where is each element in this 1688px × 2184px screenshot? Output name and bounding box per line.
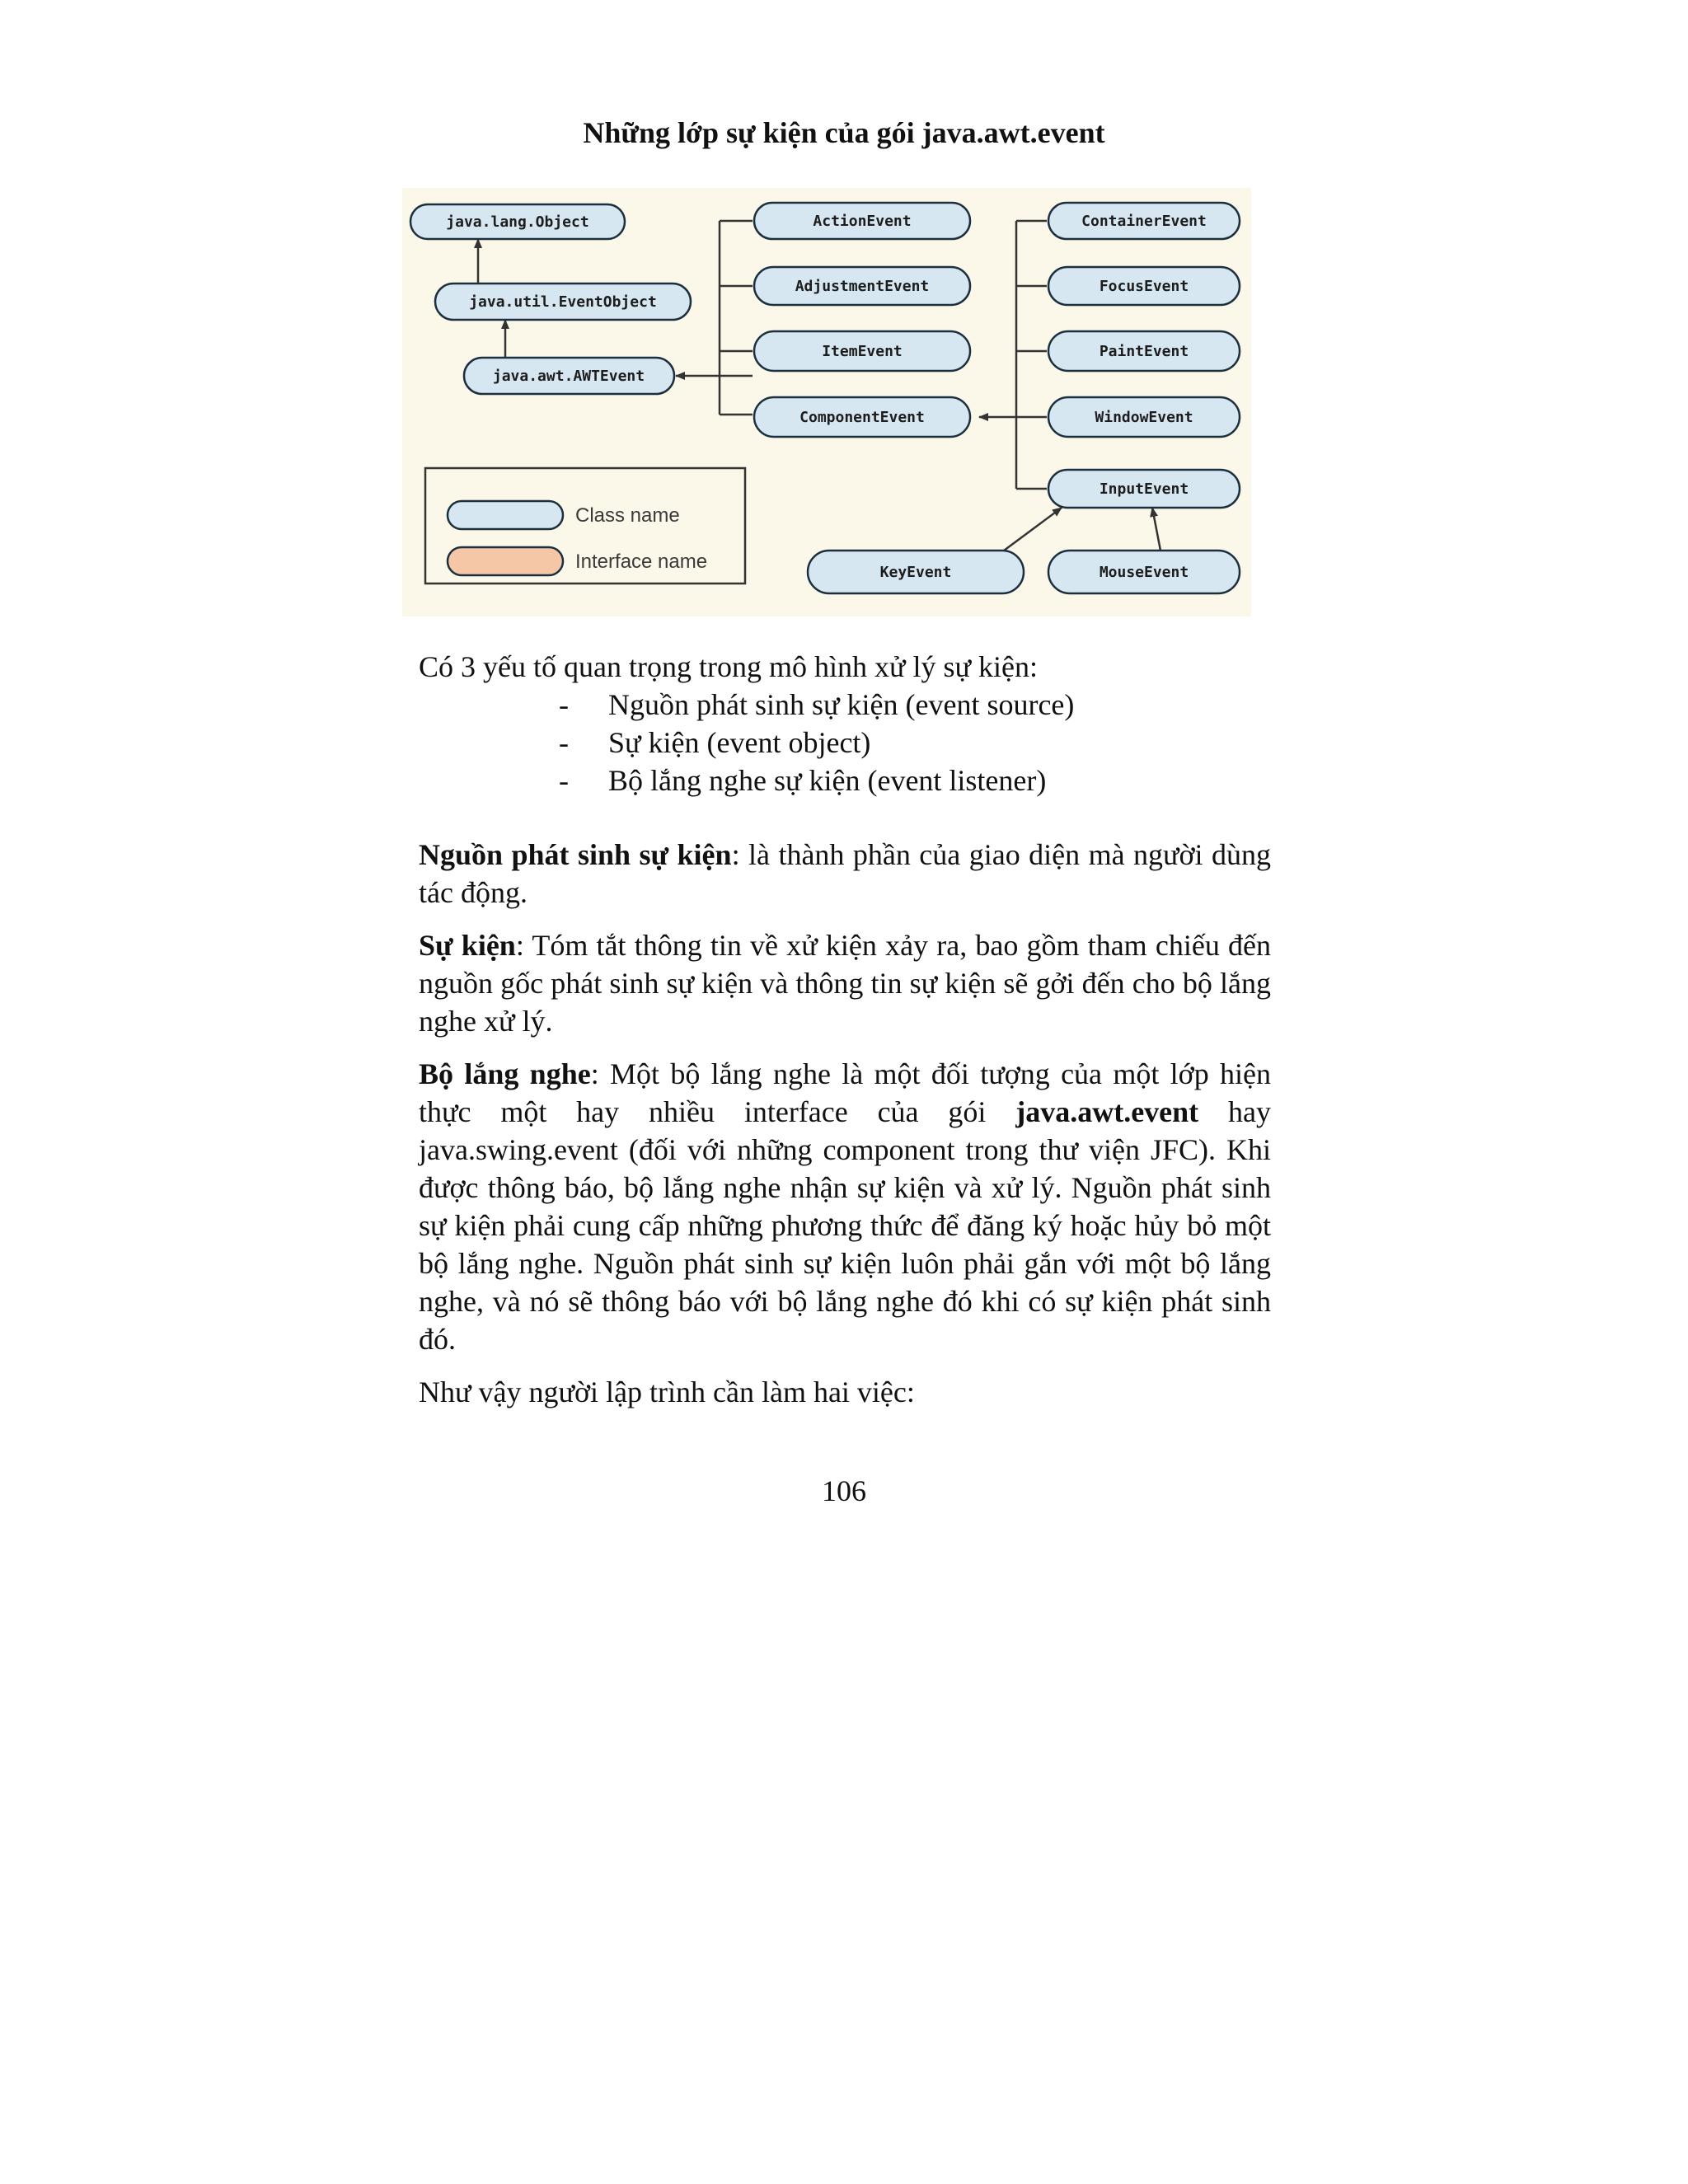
intro-line: Có 3 yếu tố quan trọng trong mô hình xử lý sự kiện: <box>419 650 1038 683</box>
node-component-event <box>754 397 970 437</box>
list-item: - Nguồn phát sinh sự kiện (event source) <box>559 688 1075 721</box>
list-item: - Bộ lắng nghe sự kiện (event listener) <box>559 764 1047 797</box>
key-class-label: Class name <box>575 504 680 527</box>
node-java-util-eventobject <box>435 284 691 320</box>
paragraph-event-object: Sự kiện: Tóm tắt thông tin về xử kiện xảy ra, bao gồm tham chiếu đến nguồn gốc phát sinh sự kiện và thông tin sự kiện sẽ gởi đến cho bộ lắng nghe xử lý. <box>419 929 1271 1038</box>
figure-title: Những lớp sự kiện của gói java.awt.event <box>583 116 1105 149</box>
list-item: - Sự kiện (event object) <box>559 726 871 759</box>
node-focus-event <box>1048 267 1240 305</box>
event-class-hierarchy-diagram <box>402 188 1251 616</box>
node-java-lang-object <box>410 204 625 239</box>
main-text <box>419 648 1271 1411</box>
diagram-svg <box>402 188 1251 616</box>
svg-text:PaintEvent: PaintEvent <box>1099 343 1189 360</box>
node-key-event <box>808 551 1024 593</box>
svg-text:ComponentEvent: ComponentEvent <box>799 409 925 426</box>
diagram-key <box>425 468 745 583</box>
svg-text:java.util.EventObject: java.util.EventObject <box>469 293 657 311</box>
svg-text:ContainerEvent: ContainerEvent <box>1081 213 1207 230</box>
svg-text:MouseEvent: MouseEvent <box>1099 564 1189 581</box>
svg-text:AdjustmentEvent: AdjustmentEvent <box>795 278 930 295</box>
node-action-event <box>754 203 970 239</box>
node-java-awt-awtevent <box>464 358 674 394</box>
key-class-swatch <box>448 501 563 529</box>
edge-keyevent-to-inputevent <box>1004 508 1062 551</box>
svg-text:InputEvent: InputEvent <box>1099 480 1189 498</box>
page-number: 106 <box>822 1474 866 1507</box>
key-interface-label: Interface name <box>575 551 708 573</box>
node-container-event <box>1048 203 1240 239</box>
node-adjustment-event <box>754 267 970 305</box>
paragraph-closing: Như vậy người lập trình cần làm hai việc: <box>419 1376 915 1408</box>
svg-text:FocusEvent: FocusEvent <box>1099 278 1189 295</box>
svg-text:java.lang.Object: java.lang.Object <box>446 213 589 231</box>
edge-group-awtevent-children <box>676 221 753 415</box>
element-list <box>419 686 1271 799</box>
svg-text:ActionEvent: ActionEvent <box>813 213 912 230</box>
svg-text:ItemEvent: ItemEvent <box>822 343 903 360</box>
svg-text:WindowEvent: WindowEvent <box>1095 409 1193 426</box>
node-input-event <box>1048 470 1240 508</box>
svg-text:java.awt.AWTEvent: java.awt.AWTEvent <box>492 368 645 385</box>
edge-mouseevent-to-inputevent <box>1152 508 1160 551</box>
edge-group-componentevent-children <box>979 221 1047 489</box>
svg-text:KeyEvent: KeyEvent <box>879 564 952 581</box>
paragraph-event-listener: Bộ lắng nghe: Một bộ lắng nghe là một đối tượng của một lớp hiện thực một hay nhiều interface của gói java.awt.event hay java.swing.event (đối với những component trong thư viện JFC). Khi được thông báo, bộ lắng nghe nhận sự kiện và xử lý. Nguồn phát sinh sự kiện phải cung cấp những phương thức để đăng ký hoặc hủy bỏ một bộ lắng nghe. Nguồn phát sinh sự kiện luôn phải gắn với một bộ lắng nghe, và nó sẽ thông báo với bộ lắng nghe đó khi có sự kiện phát sinh đó. <box>419 1057 1271 1356</box>
node-paint-event <box>1048 331 1240 371</box>
node-window-event <box>1048 397 1240 437</box>
paragraph-event-source: Nguồn phát sinh sự kiện: là thành phần của giao diện mà người dùng tác động. <box>419 838 1271 909</box>
node-mouse-event <box>1048 551 1240 593</box>
key-interface-swatch <box>448 547 563 575</box>
node-item-event <box>754 331 970 371</box>
